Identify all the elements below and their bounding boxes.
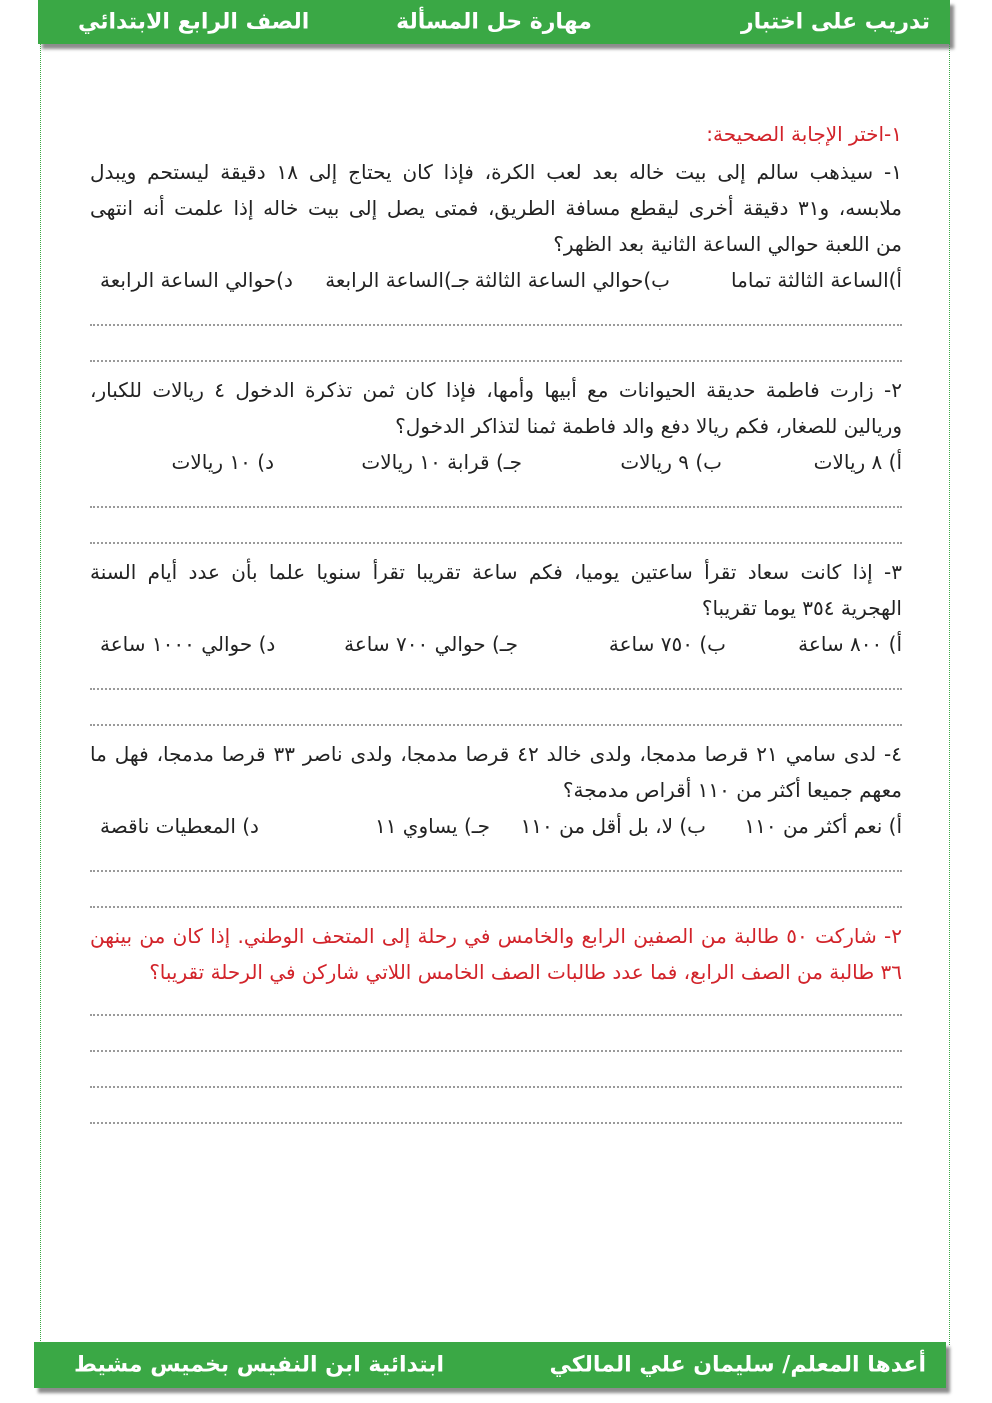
answer-line xyxy=(90,1050,902,1052)
question-1-line-1: ١- سيذهب سالم إلى بيت خاله بعد لعب الكرة، فإذا كان يحتاج إلى ١٨ دقيقة ليستحم ويبدل xyxy=(90,160,902,184)
question-4-option-d[interactable]: د) المعطيات ناقصة xyxy=(100,814,259,838)
question-2-options xyxy=(90,450,902,480)
question-4-options xyxy=(90,814,902,844)
question-3-options xyxy=(90,632,902,662)
footer-bar xyxy=(34,1342,946,1388)
question-1-options xyxy=(90,268,902,298)
answer-line xyxy=(90,1014,902,1016)
footer-school: ابتدائية ابن النفيس بخميس مشيط xyxy=(74,1352,445,1378)
question-1-option-a[interactable]: أ)الساعة الثالثة تماما xyxy=(731,268,902,292)
header-title-left: الصف الرابع الابتدائي xyxy=(78,9,310,35)
answer-line xyxy=(90,688,902,690)
question-1-line-2: ملابسه، و٣١ دقيقة أخرى ليقطع مسافة الطريق، فمتى يصل إلى بيت خاله إذا علمت أنه انتهى xyxy=(90,196,902,220)
question-4-option-c[interactable]: جـ) يساوي ١١ xyxy=(374,814,490,838)
answer-line xyxy=(90,1122,902,1124)
answer-line xyxy=(90,506,902,508)
answer-line xyxy=(90,360,902,362)
answer-line xyxy=(90,542,902,544)
question-4-option-b[interactable]: ب) لا، بل أقل من ١١٠ xyxy=(520,814,706,838)
answer-line xyxy=(90,906,902,908)
question-3-option-a[interactable]: أ) ٨٠٠ ساعة xyxy=(798,632,902,656)
question-4-option-a[interactable]: أ) نعم أكثر من ١١٠ xyxy=(744,814,902,838)
question-3-line-2: الهجرية ٣٥٤ يوما تقريبا؟ xyxy=(701,596,902,620)
question-1-option-d[interactable]: د)حوالي الساعة الرابعة xyxy=(100,268,293,292)
question-1-option-c[interactable]: جـ)الساعة الرابعة xyxy=(325,268,470,292)
question-2-option-b[interactable]: ب) ٩ ريالات xyxy=(620,450,722,474)
section-1-title: ١-اختر الإجابة الصحيحة: xyxy=(706,122,902,146)
answer-line xyxy=(90,1086,902,1088)
answer-line xyxy=(90,324,902,326)
question-3-option-c[interactable]: جـ) حوالي ٧٠٠ ساعة xyxy=(344,632,518,656)
question-1-option-b[interactable]: ب)حوالي الساعة الثالثة xyxy=(474,268,670,292)
question-1-line-3: من اللعبة حوالي الساعة الثانية بعد الظهر؟ xyxy=(553,232,902,256)
section-2-line-2: ٣٦ طالبة من الصف الرابع، فما عدد طالبات الصف الخامس اللاتي شاركن في الرحلة تقريبا؟ xyxy=(149,960,902,984)
question-2-option-a[interactable]: أ) ٨ ريالات xyxy=(813,450,902,474)
question-2-line-1: ٢- زارت فاطمة حديقة الحيوانات مع أبيها وأمها، فإذا كان ثمن تذكرة الدخول ٤ ريالات للكبار، xyxy=(90,378,902,402)
question-3-option-b[interactable]: ب) ٧٥٠ ساعة xyxy=(608,632,726,656)
header-title-right: تدريب على اختبار xyxy=(740,9,930,35)
section-2-line-1: ٢- شاركت ٥٠ طالبة من الصفين الرابع والخامس في رحلة إلى المتحف الوطني. إذا كان من بينهن xyxy=(90,924,902,948)
question-2-option-d[interactable]: د) ١٠ ريالات xyxy=(171,450,274,474)
question-3-option-d[interactable]: د) حوالي ١٠٠٠ ساعة xyxy=(100,632,276,656)
answer-line xyxy=(90,724,902,726)
header-title-center: مهارة حل المسألة xyxy=(396,9,592,35)
question-3-line-1: ٣- إذا كانت سعاد تقرأ ساعتين يوميا، فكم ساعة تقريبا تقرأ سنويا علما بأن عدد أيام السنة xyxy=(90,560,902,584)
question-2-line-2: وريالين للصغار، فكم ريالا دفع والد فاطمة ثمنا لتذاكر الدخول؟ xyxy=(395,414,902,438)
footer-teacher: أعدها المعلم/ سليمان علي المالكي xyxy=(549,1352,926,1378)
answer-line xyxy=(90,870,902,872)
header-bar xyxy=(38,0,950,44)
question-4-line-1: ٤- لدى سامي ٢١ قرصا مدمجا، ولدى خالد ٤٢ قرصا مدمجا، ولدى ناصر ٣٣ قرصا مدمجا، فهل ما xyxy=(90,742,902,766)
question-2-option-c[interactable]: جـ) قرابة ١٠ ريالات xyxy=(361,450,522,474)
question-4-line-2: معهم جميعا أكثر من ١١٠ أقراص مدمجة؟ xyxy=(562,778,902,802)
